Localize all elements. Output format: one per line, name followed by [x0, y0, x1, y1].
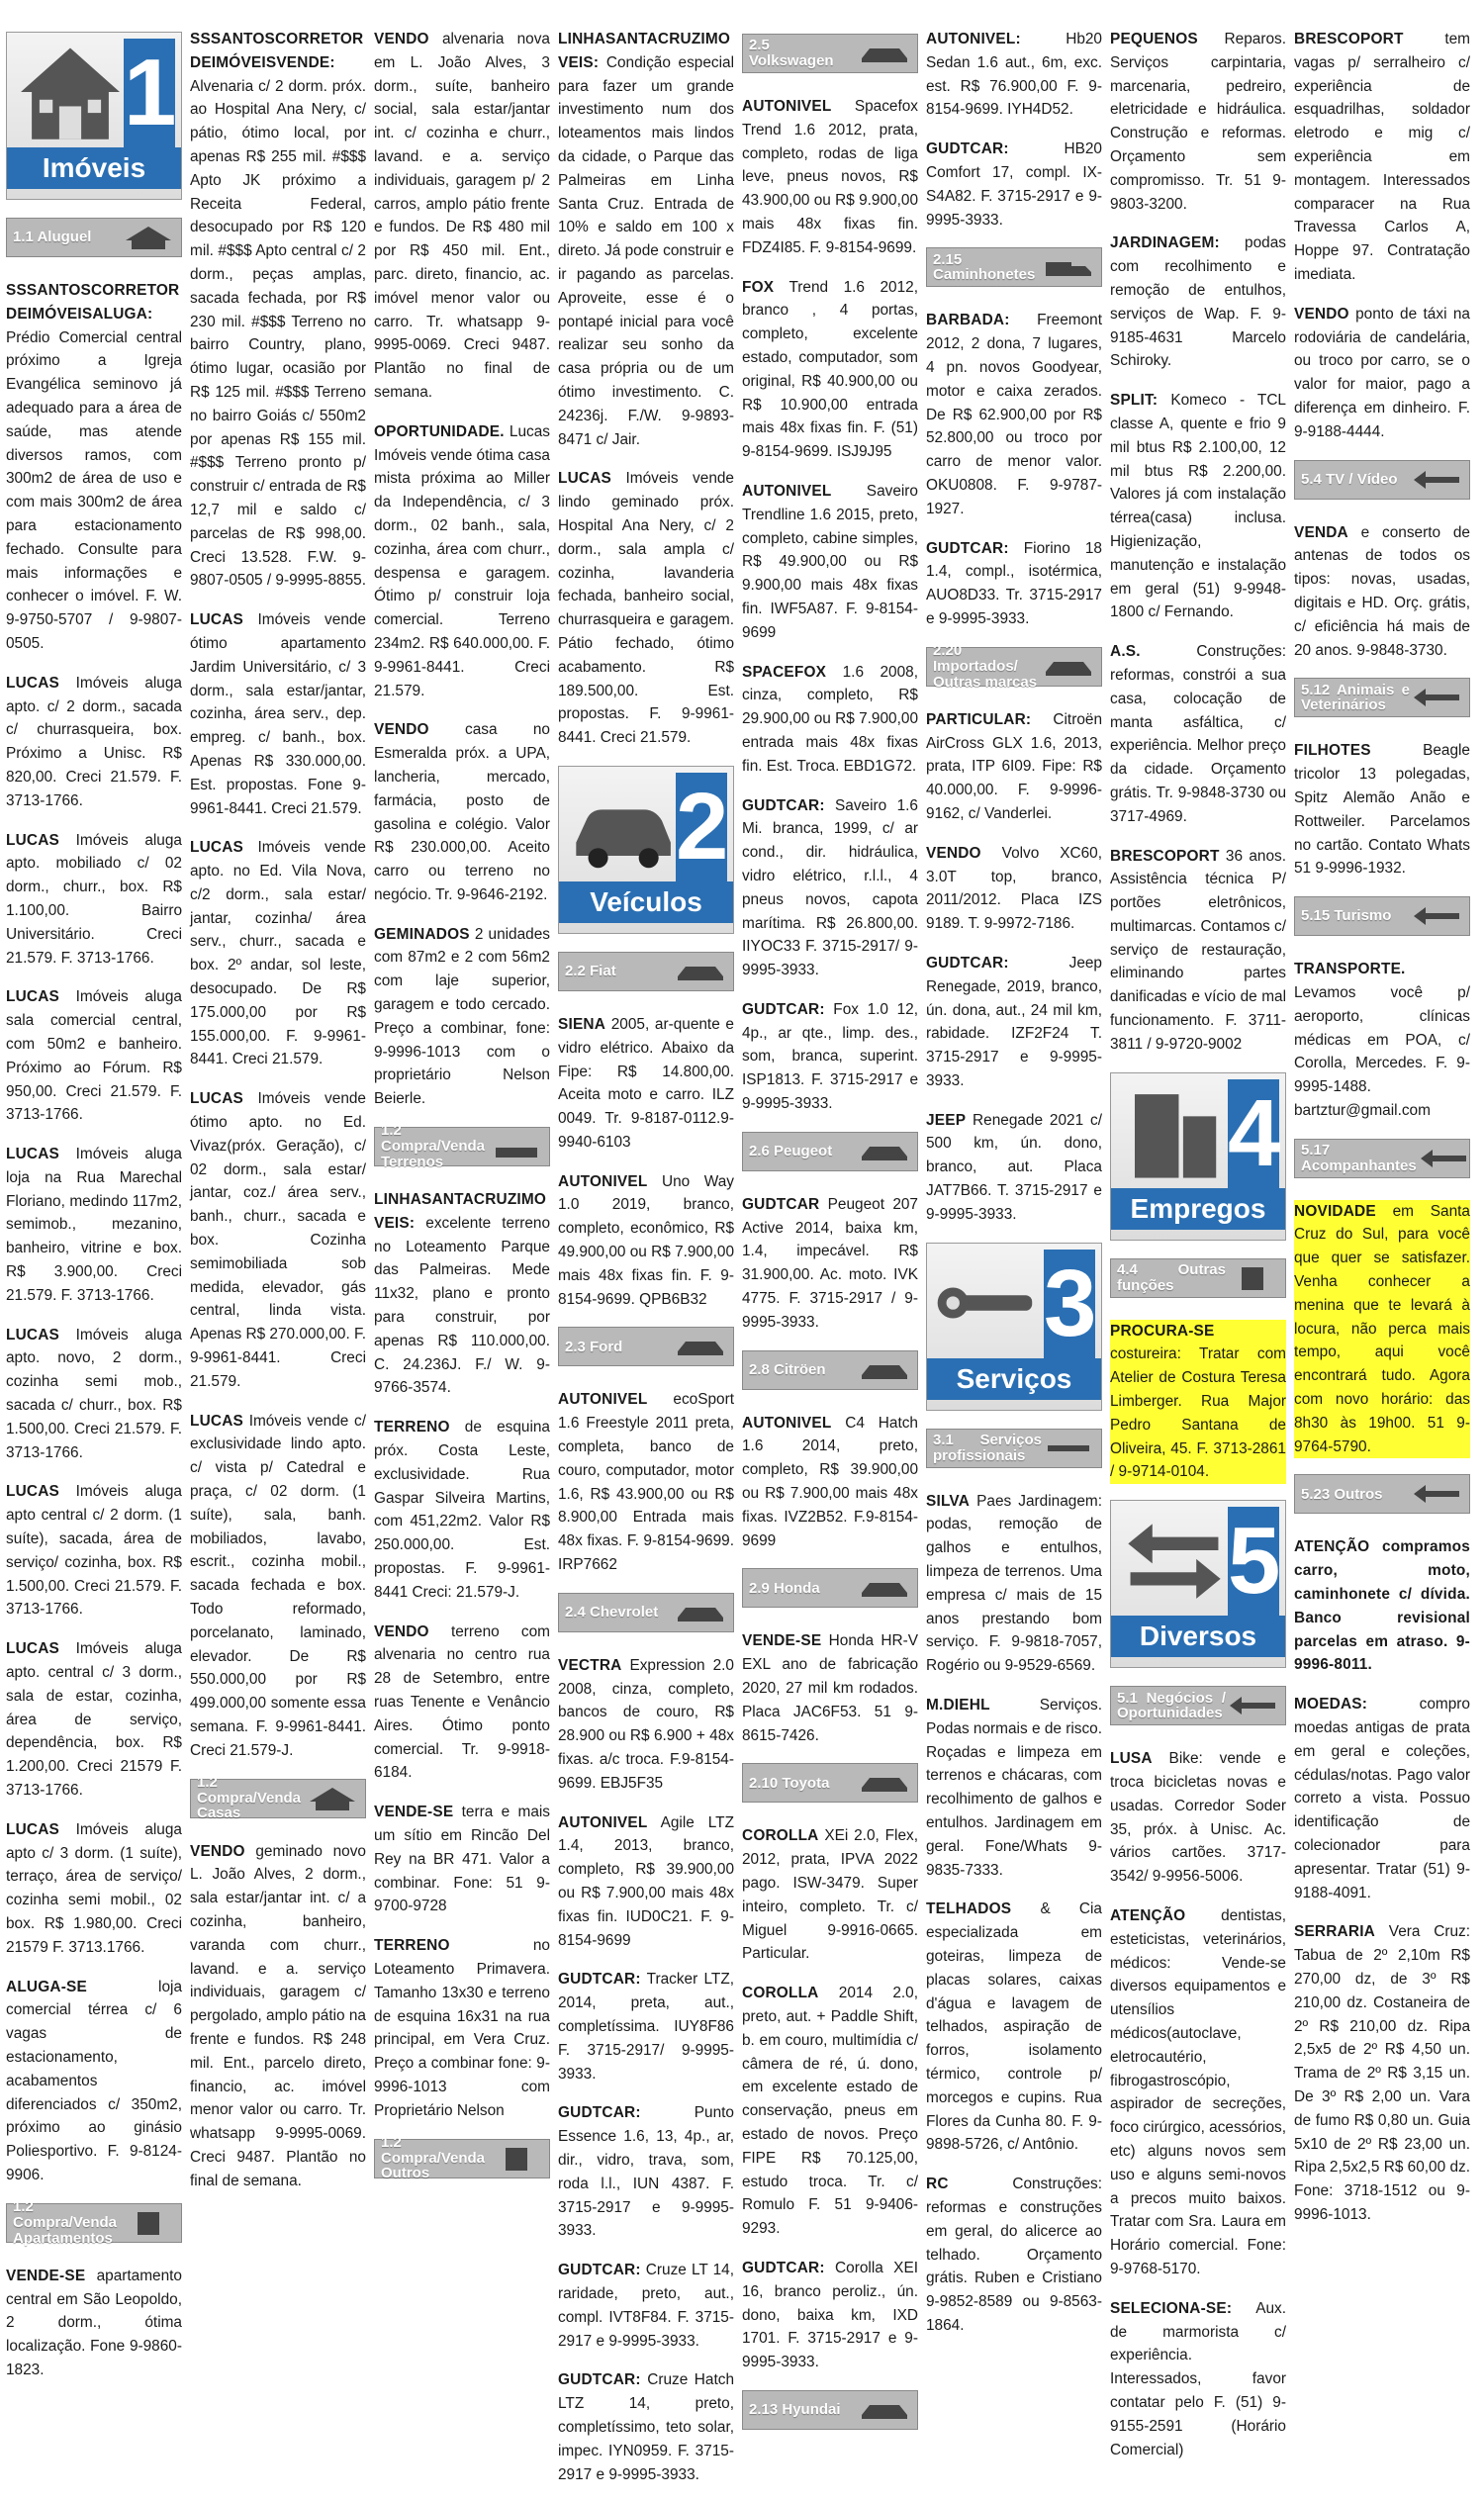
classified-ad: LUCAS Imóveis vende ótimo apto. no Ed. Vivaz(próx. Geração), c/ 02 dorm., sala estar/ jantar, coz./ área serv., banh., churr., sacada e box. Cozinha semimobiliada sob medida, elevador, gás central, linda vista. Apenas R$ 270.000,00. F. 9-9961-8441. Creci 21.579.: [190, 1090, 366, 1390]
classified-ad: JARDINAGEM: podas com recolhimento e remoção de entulhos, serviços de Wap. F. 9-9185-4631 Marcelo Schiroky.: [1110, 234, 1286, 370]
classified-ad: MOEDAS: compro moedas antigas de prata em geral e coleções, cédulas/notas. Pago valor correto a vista. Possuo identificação de colecionador para apresentar. Tratar (51) 9-9188-4091.: [1294, 1696, 1470, 1901]
classified-ad: GUDTCAR: Fiorino 18 1.4, compl., isotérmica, AUO8D33. Tr. 3715-2917 e 9-9995-3933.: [926, 539, 1102, 627]
classified-ad: LUCAS Imóveis aluga apto. c/ 2 dorm., sacada c/ churrasqueira, box. Próximo a Unisc. R$ 820,00. Creci 21.579. F. 3713-1766.: [6, 674, 182, 809]
car-icon: [674, 959, 727, 984]
subsection-header: [926, 247, 1102, 287]
classified-ad: LUCAS Imóveis aluga apto. novo, 2 dorm., cozinha semi mob., sacada c/ churr., box. R$ 1.500,00. Creci 21.579. F. 3713-1766.: [6, 1326, 182, 1461]
column-8: [1294, 28, 1470, 2243]
car-icon: [567, 777, 678, 876]
column-2: [190, 28, 366, 2209]
classified-ad: AUTONIVEL: Hb20 Sedan 1.6 aut., 6m, exc. est. R$ 76.900,00 F. 9-8154-9699. IYH4D52.: [926, 31, 1102, 119]
classified-ad: VENDA e conserto de antenas de todos os tipos: novas, usadas, digitais e HD. Orç. grátis, c/ eficiência há mais de 20 anos. 9-9848-3730.: [1294, 523, 1470, 659]
subsection-title: 1.2 Compra/Venda Casas: [197, 1773, 302, 1822]
section-label: Diversos: [1111, 1616, 1285, 1657]
car-icon: [858, 1139, 911, 1164]
subsection-header: [742, 1350, 918, 1390]
subsection-title: 2.3 Ford: [565, 1338, 623, 1355]
subsection-title: 2.15 Caminhonetes: [933, 250, 1036, 284]
house-icon: [15, 43, 126, 141]
subsection-title: 5.17 Acompanhantes: [1301, 1141, 1417, 1174]
subsection-header: [6, 2198, 182, 2247]
classified-ad: VENDE-SE apartamento central em São Leopoldo, 2 dorm., ótima localização. Fone 9-9860-1823.: [6, 2267, 182, 2378]
car-icon: [858, 2397, 911, 2423]
arrows-icon: [1410, 685, 1463, 710]
classified-ad: LUCAS Imóveis aluga apto. mobiliado c/ 02 dorm., churr., box. R$ 1.100,00. Bairro Universitário. Creci 21.579. F. 3713-1766.: [6, 831, 182, 967]
arrows-icon: [1226, 1693, 1279, 1718]
classified-ad: VENDO casa no Esmeralda próx. a UPA, lancheria, mercado, farmácia, posto de gasolina e colégio. Valor R$ 230.000,00. Aceito carro ou terreno no negócio. Tr. 9-9646-2192.: [374, 721, 550, 903]
subsection-title: 5.4 TV / Vídeo: [1301, 470, 1398, 488]
classified-ad: GUDTCAR: Jeep Renegade, 2019, branco, ún. dona, aut., 24 mil km, rabidade. IZF2F24 T. 3715-2917 e 9-9995-3933.: [926, 954, 1102, 1089]
classified-ad: COROLLA 2014 2.0, preto, aut. + Paddle Shift, b. em couro, multimídia c/ câmera de ré, ú. dono, em excelente estado de conservação, pneus em estado de novos. Preço FIPE R$ 70.125,00, estudo troca. Tr. c/ Romulo F. 51 9-9406-9293.: [742, 1985, 918, 2238]
subsection-header: [1110, 1258, 1286, 1298]
subsection-title: 2.8 Citröen: [749, 1360, 826, 1378]
subsection-header: [1294, 896, 1470, 936]
classified-ad: VENDO geminado novo L. João Alves, 2 dorm., sala estar/jantar int. c/ a cozinha, banheiro, varanda com churr., lavand. e a. serviço individuais, garagem c/ pergolado, amplo pátio na frente e fundos. R$ 248 mil. Ent., parcelo direto, financio, ac. imóvel menor valor ou carro. Tr. whatsapp 9-9995-0069. Creci 9487. Plantão no final de semana.: [190, 1842, 366, 2189]
subsection-header: [742, 34, 918, 73]
classified-ad: RC Construções: reformas e construções em geral, do alicerce ao telhado. Orçamento grátis. Ruben e Cristiano 9-9852-8589 ou 9-8563-1864.: [926, 2176, 1102, 2334]
car-icon: [858, 1357, 911, 1383]
subsection-title: 3.1 Serviços profissionais: [933, 1431, 1042, 1464]
subsection-header: [374, 1122, 550, 1170]
subsection-title: 5.1 Negócios / Oportunidades: [1117, 1689, 1226, 1722]
subsection-header: [1294, 1139, 1470, 1178]
subsection-title: 1.2 Compra/Venda Terrenos: [381, 1122, 486, 1170]
classified-ad: JEEP Renegade 2021 c/ 500 km, ún. dono, branco, aut. Placa JAT7B66. T. 3715-2917 e 9-9995-3933.: [926, 1111, 1102, 1223]
classified-ad: LUCAS Imóveis aluga apto c/ 3 dorm. (1 suíte), terraço, área de serviço/ cozinha semi mobil., 02 box. R$ 1.980,00. Creci 21579 F. 3713.1766.: [6, 1820, 182, 1956]
classified-ad: ALUGA-SE loja comercial térrea c/ 6 vagas de estacionamento, acabamentos diferenciados c/ 350m2, próximo ao ginásio Poliesportivo. F. 9-8124-9906.: [6, 1978, 182, 2183]
classified-ad: LUCAS Imóveis vende c/ exclusividade lindo apto. c/ vista p/ Catedral e praça, c/ 02 dorm. (1 suíte), sala, banh. mobiliados, lavabo, escrit., cozinha mobil., sacada fechada e box. Todo reformado, porcelanato, laminado, elevador. De R$ 550.000,00 por R$ 499.000,00 somente essa semana. F. 9-9961-8441. Creci 21.579-J.: [190, 1412, 366, 1759]
classified-ad: GUDTCAR: Cruze Hatch LTZ 14, preto, completíssimo, teto solar, impec. IYN0959. F. 3715-2917 e 9-9995-3933.: [558, 2371, 734, 2483]
column-7: [1110, 28, 1286, 2477]
classified-ad: GUDTCAR: Cruze LT 14, raridade, preto, aut., compl. IVT8F84. F. 3715-2917 e 9-9995-3933.: [558, 2262, 734, 2350]
classified-ad: SPACEFOX 1.6 2008, cinza, completo, R$ 29.900,00 ou R$ 7.900,00 entrada mais 48x fixas fin. Est. Troca. EBD1G72.: [742, 663, 918, 775]
classified-ad: LUCAS Imóveis vende ótimo apartamento Jardim Universitário, c/ 3 dorm., sala estar/jantar, cozinha, área serv., dep. empreg. c/ banh., box. Apenas R$ 330.000,00. Est. propostas. Fone 9-9961-8441. Creci 21.579.: [190, 611, 366, 817]
section-number: 3: [1044, 1250, 1097, 1356]
section-empregos-banner: [1110, 1072, 1286, 1241]
subsection-header: [1294, 460, 1470, 500]
subsection-header: [926, 1429, 1102, 1468]
classified-ad: LUSA Bike: vende e troca bicicletas novas e usadas. Corredor Soder 35, próx. à Unisc. Ac. vários cartões. 3717-3542/ 9-9956-5006.: [1110, 1750, 1286, 1886]
classified-ad: SELECIONA-SE: Aux. de marmorista c/ experiência. Interessados, favor contatar pelo F. (51) 9-9155-2591 (Horário Comercial): [1110, 2299, 1286, 2458]
classified-ad: COROLLA XEi 2.0, Flex, 2012, prata, IPVA 2022 pago. ISW-3479. Super inteiro, completo. Tr. c/ Miguel 9-9916-0665. Particular.: [742, 1827, 918, 1963]
classified-ad: GUDTCAR: HB20 Comfort 17, compl. IX-S4A82. F. 3715-2917 e 9-9995-3933.: [926, 140, 1102, 229]
classified-ad: BARBADA: Freemont 2012, 2 dona, 7 lugares, 4 pn. novos Goodyear, motor e caixa zerados. De R$ 62.900,00 por R$ 52.800,00 ou troco por carro de menor valor. OKU0808. F. 9-9787-1927.: [926, 312, 1102, 517]
classified-ad: AUTONIVEL Agile LTZ 1.4, 2013, branco, completo, R$ 39.900,00 ou R$ 7.900,00 mais 48x fixas fin. IUD0C21. F. 9-8154-9699: [558, 1813, 734, 1949]
classified-ad: LINHASANTACRUZIMOVEIS: excelente terreno no Loteamento Parque das Palmeiras. Mede 11x32, plano e pronto para construir, por apenas R$ 110.000,00. C. 24.236J. F./ W. 9-9766-3574.: [374, 1191, 550, 1397]
classified-ad: FOX Trend 1.6 2012, branco , 4 portas, completo, excelente estado, computador, som original, R$ 40.900,00 ou R$ 10.900,00 entrada mais 48x fixas fin. F. (51) 9-8154-9699. ISJ9J95: [742, 278, 918, 461]
classified-ad: AUTONIVEL Spacefox Trend 1.6 2012, prata, completo, rodas de liga leve, pneus novos, R$ 43.900,00 ou R$ 9.900,00 mais 48x fixas fin. FDZ4I85. F. 9-8154-9699.: [742, 98, 918, 256]
classified-ad: VENDE-SE Honda HR-V EXL ano de fabricação 2020, 27 mil km rodados. Placa JAC6F53. 51 9-8615-7426.: [742, 1632, 918, 1744]
classified-ad: LUCAS Imóveis vende apto. no Ed. Vila Nova, c/2 dorm., sala estar/ jantar, cozinha/ área serv., churr., sacada e box. 2º andar, sol leste, desocupado. De R$ 175.000,00 por R$ 155.000,00. F. 9-9961-8441. Creci 21.579.: [190, 839, 366, 1068]
classified-ad: VENDO terreno com alvenaria no centro rua 28 de Setembro, entre ruas Tenente e Venâncio Aires. Ótimo ponto comercial. Tr. 9-9918-6184.: [374, 1622, 550, 1782]
classified-ad: LUCAS Imóveis aluga apto central c/ 2 dorm. (1 suíte), sacada, área de serviço/ cozinha, box. R$ 1.500,00. Creci 21.579. F. 3713-1766.: [6, 1483, 182, 1619]
classified-ad: ATENÇÃO dentistas, esteticistas, veterinários, médicos: Vende-se diversos equipamentos e utensílios médicos(autoclave, eletrocautério, fibrogastroscópio, aspirador de secreções, foco cirúrgico, acessórios, etc) alguns novos sem uso e alguns semi-novos a precos muito baixos. Tratar com Sra. Laura em Horário comercial. Fone: 9-9768-5170.: [1110, 1907, 1286, 2277]
subsection-title: 1.2 Compra/Venda Outros: [381, 2133, 486, 2182]
section-number: 4: [1228, 1079, 1281, 1186]
classified-ad: LUCAS Imóveis aluga sala comercial central, com 50m2 e banheiro. Próximo ao Fórum. R$ 950,00. Creci 21.579. F. 3713-1766.: [6, 988, 182, 1124]
car-icon: [674, 1334, 727, 1359]
subsection-header: [558, 952, 734, 991]
classified-ad: SSSANTOSCORRETORDEIMÓVEISVENDE: Alvenaria c/ 2 dorm. próx. ao Hospital Ana Nery, c/ pátio, ótimo local, por apenas R$ 255 mil. #$$$ Apto JK próximo a Receita Federal, desocupado por R$ 120 mil. #$$$ Apto central c/ 2 dorm., peças amplas, sacada fechada, por R$ 230 mil. #$$$ Terreno no bairro Country, plano, ótimo lugar, ocasião por R$ 125 mil. #$$$ Terreno no bairro Goiás c/ 550m2 por apenas R$ 155 mil. #$$$ Terreno pronto p/ construir c/ entrada de R$ 12,7 mil e saldo c/ parcelas de R$ 998,00. Creci 13.528. F.W. 9-9807-0505 / 9-9995-8855.: [190, 31, 366, 590]
section-label: Empregos: [1111, 1188, 1285, 1230]
column-6: [926, 28, 1102, 2354]
section-label: Veículos: [559, 881, 733, 923]
car-icon: [858, 1575, 911, 1601]
subsection-title: 2.20 Importados/ Outras marcas: [933, 642, 1038, 691]
land-icon: [490, 1134, 543, 1159]
classified-ad: GUDTCAR: Tracker LTZ, 2014, preta, aut., completíssima. IUY8F86 F. 3715-2917/ 9-9995-3933.: [558, 1971, 734, 2083]
subsection-header: [742, 1132, 918, 1171]
classified-ad: VECTRA Expression 2.0 2008, cinza, completo, bancos de couro, R$ 28.900 ou R$ 6.900 + 48x fixas. a/c troca. F.9-8154-9699. EBJ5F35: [558, 1656, 734, 1792]
house-icon: [306, 1786, 359, 1811]
classified-ad: LINHASANTACRUZIMOVEIS: Condição especial para fazer um grande investimento num dos loteamentos mais lindos da cidade, o Parque das Palmeiras em Linha Santa Cruz. Entrada de 10% e saldo em 100 x direto. Já pode construir e ir pagando as parcelas. Aproveite, esse é o pontapé inicial para você realizar seu sonho da casa própria ou de um ótimo investimento. C. 24236j. F./W. 9-9893-8471 c/ Jair.: [558, 31, 734, 448]
classified-ad: GUDTCAR Peugeot 207 Active 2014, baixa km, 1.4, impecável. R$ 31.900,00. Ac. moto. IVK 4775. F. 3715-2917 / 9-9995-3933.: [742, 1195, 918, 1331]
classified-ad: SPLIT: Komeco - TCL classe A, quente e frio 9 mil btus R$ 2.100,00, 12 mil btus R$ 2.200,00. Valores já com instalação térrea(casa) inclusa. Higienização, manutenção e instalação em geral (51) 9-9948-1800 c/ Fernando.: [1110, 392, 1286, 621]
building-icon: [490, 2146, 543, 2172]
subsection-title: 2.9 Honda: [749, 1579, 820, 1597]
subsection-header: [1110, 1686, 1286, 1725]
classified-ad: SILVA Paes Jardinagem: podas, remoção de galhos e entulhos, limpeza de terrenos. Uma empresa c/ mais de 15 anos prestando bom serviço. F. 9-9818-7057, Rogério ou 9-9529-6569.: [926, 1492, 1102, 1675]
subsection-header: [1294, 1474, 1470, 1514]
classified-ad: VENDO ponto de táxi na rodoviária de candelária, ou troco por carro, se o valor for maior, pago a diferença em dinheiro. F. 9-9188-4444.: [1294, 305, 1470, 440]
classified-ad: VENDO alvenaria nova em L. João Alves, 3 dorm., suíte, banheiro social, sala estar/jantar int. c/ cozinha e churr., lavand. e a. serviço individuais, garagem p/ 2 carros, amplo pátio frente e fundos. De R$ 480 mil por R$ 450 mil. Ent., parc. direto, financio, ac. imóvel menor valor ou carro. Tr. whatsapp 9-9995-0069. Creci 9487. Plantão no final de semana.: [374, 31, 550, 401]
car-icon: [674, 1600, 727, 1625]
classified-ad: TERRENO de esquina próx. Costa Leste, exclusividade. Rua Gaspar Silveira Martins, com 451,22m2. Valor R$ 250.000,00. Est. propostas. F. 9-9961-8441 Creci: 21.579-J.: [374, 1419, 550, 1601]
classified-ad: AUTONIVEL ecoSport 1.6 Freestyle 2011 preta, completa, banco de couro, computador, motor 1.6, R$ 43.900,00 ou R$ 8.900,00 Entrada mais 48x fixas. F. 9-8154-9699. IRP7662: [558, 1391, 734, 1574]
section-number: 2: [676, 773, 729, 880]
arrows-icon: [1410, 467, 1463, 493]
classified-ad: LUCAS Imóveis vende lindo geminado próx. Hospital Ana Nery, c/ 2 dorm., sala ampla c/ cozinha, lavanderia fechada, banheiro social, churrasqueira e garagem. Pátio fechado, ótimo acabamento. R$ 189.500,00. Est. propostas. F. 9-9961-8441. Creci 21.579.: [558, 470, 734, 747]
car-icon: [1042, 654, 1095, 680]
subsection-header: [926, 642, 1102, 691]
office-icon: [1226, 1265, 1279, 1291]
subsection-title: 2.6 Peugeot: [749, 1143, 833, 1159]
section-servicos-banner: [926, 1243, 1102, 1411]
classified-ad: LUCAS Imóveis aluga apto. central c/ 3 dorm., sala de estar, cozinha, área de serviço, dependência, box. R$ 1.200,00. Creci 21579 F. 3713-1766.: [6, 1640, 182, 1800]
classified-ad: BRESCOPORT tem vagas p/ serralheiro c/ experiência de esquadrilhas, soldador eletrodo e mig c/ experiência em montagem. Interessados comparacer na Rua Travessa Carlos A, Hoppe 97. Contratação imediata.: [1294, 31, 1470, 283]
classified-ad: GUDTCAR: Saveiro 1.6 Mi. branca, 1999, c/ ar cond., dir. hidráulica, vidro elétrico, r.l.l., 4 pneus novos, capota marítima. R$ 26.800,00. IIYOC33 F. 3715-2917/ 9-9995-3933.: [742, 796, 918, 979]
classified-ad: TRANSPORTE. Levamos você p/ aeroporto, clínicas médicas em POA, c/ Corolla, Mercedes. F. 9-9995-1488. bartztur@gmail.com: [1294, 961, 1470, 1119]
classified-ad-highlighted: NOVIDADE em Santa Cruz do Sul, para você que quer se satisfazer. Venha conhecer a menina que te levará à locura, não perca mais tempo, aqui você encontrará tudo. Agora com novo horário: das 8h30 às 19h00. 51 9-9764-5790.: [1294, 1200, 1470, 1459]
house-icon: [122, 225, 175, 250]
office-icon: [1119, 1083, 1230, 1182]
wrench-icon: [1042, 1436, 1095, 1461]
subsection-header: [558, 1327, 734, 1366]
arrows-icon: [1417, 1146, 1470, 1171]
classified-ad: AUTONIVEL C4 Hatch 1.6 2014, preto, completo, R$ 39.900,00 ou R$ 7.900,00 mais 48x fixas. IVZ2B52. F.9-8154-9699: [742, 1414, 918, 1549]
wrench-icon: [935, 1253, 1046, 1352]
car-icon: [858, 1770, 911, 1796]
classified-ad: GUDTCAR: Punto Essence 1.6, 13, 4p., ar, dir., vidro, trava, som, roda l.l., IUN 4387. F. 3715-2917 e 9-9995-3933.: [558, 2104, 734, 2240]
column-1: [6, 28, 182, 2398]
car-icon: [858, 41, 911, 66]
classified-ad: BRESCOPORT 36 anos. Assistência técnica P/ portões eletrônicos, multimarcas. Contamos c/ serviço de restauração, eliminando partes danificadas e vício de mal funcionamento. F. 3711-3811 / 9-9720-9002: [1110, 847, 1286, 1053]
classified-ad: A.S. Construções: reformas, constrói a sua casa, colocação de manta asfáltica, c/ experiência. Melhor preço da cidade. Orçamento grátis. Tr. 9-9848-3730 ou 3717-4969.: [1110, 643, 1286, 825]
section-number: 1: [124, 40, 177, 145]
subsection-title: 5.15 Turismo: [1301, 907, 1392, 925]
classified-ad-highlighted: PROCURA-SE costureira: Tratar com Atelier de Costura Teresa Limberger. Rua Major Pedro Santana de Oliveira, 45. F. 3713-2861 / 9-9714-0104.: [1110, 1320, 1286, 1485]
classified-ad: LUCAS Imóveis aluga loja na Rua Marechal Floriano, medindo 117m2, semimob., mezanino, banheiro, vitrine e box. R$ 3.900,00. Creci 21.579. F. 3713-1766.: [6, 1146, 182, 1304]
subsection-header: [1294, 678, 1470, 717]
column-3: [374, 28, 550, 2200]
classified-ad: FILHOTES Beagle tricolor 13 polegadas, Spitz Alemão Anão e Rottweiler. Parcelamos no cartão. Contato Whats 51 9-9996-1932.: [1294, 742, 1470, 878]
subsection-header: [374, 2133, 550, 2182]
subsection-title: 2.5 Volkswagen: [749, 37, 834, 69]
classified-ad: SERRARIA Vera Cruz: Tabua de 2º 2,10m R$ 270,00 dz, de 3º R$ 210,00 dz. Costaneira de 2º R$ 210,00 dz. Ripa 2,5x5 de 2º R$ 4,50 un. Trama de 2º R$ 3,15 un. De 3º R$ 2,00 un. Vara de fumo R$ 0,80 un. Guia 5x10 de 2º R$ 23,00 un. Ripa 2,5x2,5 R$ 60,00 dz. Fone: 3718-1512 ou 9-9996-1013.: [1294, 1923, 1470, 2223]
subsection-title: 4.4 Outras funções: [1117, 1260, 1226, 1294]
arrows-icon: [1410, 903, 1463, 929]
subsection-header: [6, 218, 182, 257]
classified-ad: VENDO Volvo XC60, 3.0T top, branco, 2011/2012. Placa IZS 9189. T. 9-9972-7186.: [926, 844, 1102, 933]
classified-ad: TERRENO no Loteamento Primavera. Tamanho 13x30 e terreno de esquina 16x31 na rua principal, em Vera Cruz. Preço a combinar fone: 9-9996-1013 com Proprietário Nelson: [374, 1937, 550, 2119]
classified-ad: M.DIEHL Serviços. Podas normais e de risco. Roçadas e limpeza em terrenos e chácaras, com recolhimento de galhos e entulhos. Jardinagem em geral. Fone/Whats 9-9835-7333.: [926, 1697, 1102, 1879]
column-5: [742, 28, 918, 2452]
arrows-icon: [1410, 1481, 1463, 1507]
classified-ad: AUTONIVEL Saveiro Trendline 1.6 2015, preto, completo, cabine simples, R$ 49.900,00 ou R$ 9.900,00 mais 48x fixas fin. IWF5A87. F. 9-8154-9699: [742, 482, 918, 641]
classified-ad: GUDTCAR: Corolla XEI 16, branco peroliz., ún. dono, baixa km, IXD 1701. F. 3715-2917 e 9-9995-3933.: [742, 2259, 918, 2371]
section-label: Serviços: [927, 1358, 1101, 1400]
section-diversos-banner: [1110, 1500, 1286, 1668]
subsection-title: 5.23 Outros: [1301, 1485, 1383, 1503]
subsection-header: [190, 1773, 366, 1822]
classified-ad: OPORTUNIDADE. Lucas Imóveis vende ótima casa mista próxima ao Miller da Independência, c/ 3 dorm., 02 banh., sala, cozinha, área com churr., despensa e garagem. Ótimo p/ construir loja comercial. Terreno 234m2. R$ 640.000,00. F. 9-9961-8441. Creci 21.579.: [374, 422, 550, 699]
subsection-header: [742, 2390, 918, 2430]
classified-ad: GEMINADOS 2 unidades com 87m2 e 2 com 56m2 com laje superior, garagem e todo cercado. Preço a combinar, fone: 9-9996-1013 com o proprietário Nelson Beierle.: [374, 925, 550, 1108]
classified-ad: ATENÇÃO compramos carro, moto, caminhonete c/ dívida. Banco revisional parcelas em atraso. 9-9996-8011.: [1294, 1538, 1470, 1674]
classified-ad: PARTICULAR: Citroën AirCross GLX 1.6, 2013, prata, ITP 6I09. Fipe: R$ 40.000,00. F. 9-9996-9162, c/ Vanderlei.: [926, 710, 1102, 822]
classified-ad: SSSANTOSCORRETORDEIMÓVEISALUGA: Prédio Comercial central próximo a Igreja Evangélica seminovo já adequado para a área de saúde, mas atende diversos ramos, com 300m2 de área de uso e com mais 300m2 de área para estacionamento fechado. Consulte para mais informações e conhecer o imóvel. F. W. 9-9750-5707 / 9-9807-0505.: [6, 282, 182, 652]
subsection-header: [742, 1568, 918, 1608]
truck-icon: [1042, 254, 1095, 280]
classified-ad: SIENA 2005, ar-quente e vidro elétrico. Abaixo da Fipe: R$ 14.800,00. Aceita moto e carro. ILZ 0049. Tr. 9-8187-0112.9-9940-6103: [558, 1015, 734, 1151]
section-number: 5: [1228, 1508, 1281, 1615]
section-veiculos-banner: [558, 766, 734, 934]
subsection-title: 2.2 Fiat: [565, 963, 616, 980]
classified-ad: TELHADOS & Cia especializada em goteiras, limpeza de placas solares, caixas d'água e lavagem de telhados, aspiração de forros, isolamento térmico, controle p/ morcegos e cupins. Rua Flores da Cunha 80. F. 9-9898-5726, c/ Antônio.: [926, 1900, 1102, 2154]
arrows-icon: [1119, 1511, 1230, 1610]
subsection-title: 5.12 Animais e Veterinários: [1301, 681, 1410, 714]
section-imoveis-banner: [6, 32, 182, 200]
building-icon: [122, 2210, 175, 2236]
classified-ad: GUDTCAR: Fox 1.0 12, 4p., ar qte., limp. des., som, branca, superint. ISP1813. F. 3715-2917 e 9-9995-3933.: [742, 1000, 918, 1113]
subsection-header: [742, 1763, 918, 1803]
subsection-title: 1.2 Compra/Venda Apartamentos: [13, 2198, 118, 2247]
classified-ad: PEQUENOS Reparos. Serviços carpintaria, marcenaria, pedreiro, eletricidade e hidráulica. Construção e reformas. Orçamento sem compromisso. Tr. 51 9-9803-3200.: [1110, 31, 1286, 213]
subsection-title: 1.1 Aluguel: [13, 229, 92, 246]
column-4: [558, 28, 734, 2502]
subsection-title: 2.4 Chevrolet: [565, 1603, 659, 1621]
section-label: Imóveis: [7, 147, 181, 189]
classified-ad: VENDE-SE terra e mais um sítio em Rincão Del Rey na BR 471. Valor a combinar. Fone: 51 9-9700-9728: [374, 1804, 550, 1915]
classified-ad: AUTONIVEL Uno Way 1.0 2019, branco, completo, econômico, R$ 49.900,00 ou R$ 7.900,00 mais 48x fixas fin. F. 9-8154-9699. QPB6B32: [558, 1172, 734, 1308]
subsection-title: 2.13 Hyundai: [749, 2401, 841, 2419]
subsection-title: 2.10 Toyota: [749, 1774, 830, 1792]
subsection-header: [558, 1593, 734, 1632]
